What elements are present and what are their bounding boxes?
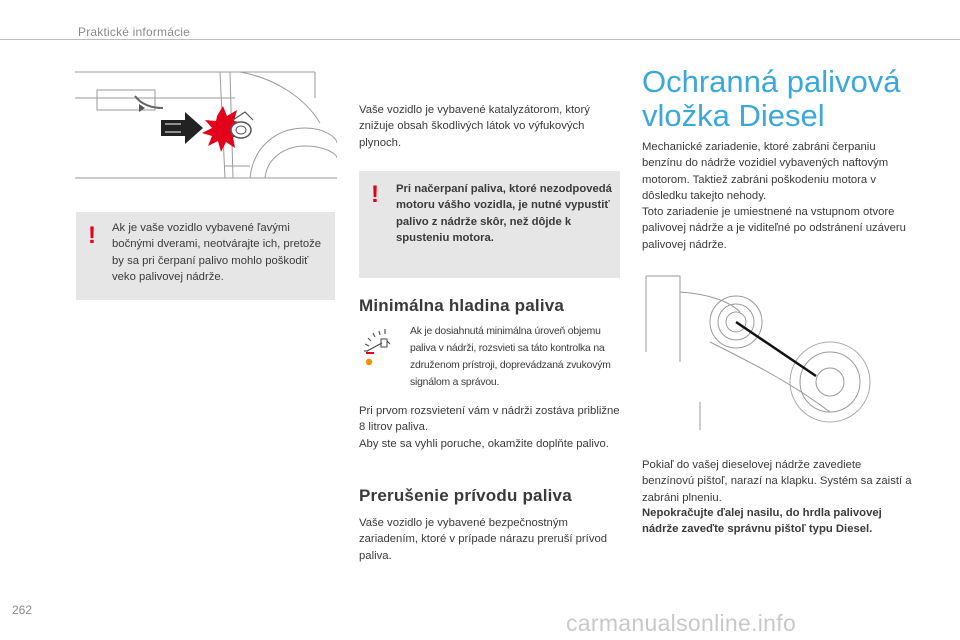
min-fuel-indicator-text: Ak je dosiahnutá minimálna úroveň objemu paliva v nádrži, rozsvieti sa táto kontrolka na združenom prístroji, doprevádzaná zvukovým signálom a správou. (410, 326, 611, 388)
fuel-cutoff-body-text: Vaše vozidlo je vybavené bezpečnostným zariadením, ktoré v prípade nárazu preruší prívod paliva. (359, 517, 608, 562)
warning-exclamation-icon: ! (88, 222, 96, 249)
catalyst-intro-text: Vaše vozidlo je vybavené katalyzátorom, ktorý znižuje obsah škodlivých látok vo výfukových plynoch. (359, 104, 590, 149)
diesel-filler-neck-illustration (640, 272, 896, 432)
middle-warning-box (359, 171, 620, 278)
left-warning-box (76, 212, 335, 300)
min-fuel-body-text: Pri prvom rozsvietení vám v nádrži zostáva približne 8 litrov paliva. Aby ste sa vyhli poruche, okamžite doplňte palivo. (359, 405, 620, 450)
car-fuel-flap-illustration (75, 68, 337, 188)
header-divider (0, 39, 960, 40)
section-title-diesel-insert: Ochranná palivová vložka Diesel (642, 64, 901, 133)
section-title-min-fuel: Minimálna hladina paliva (359, 296, 565, 315)
left-warning-text: Ak je vaše vozidlo vybavené ľavými bočnými dverami, neotvárajte ich, pretože by sa pri čerpaní palivo mohlo poškodiť veko palivovej nádrže. (112, 222, 322, 283)
watermark-text: carmanualsonline.info (566, 610, 797, 636)
diesel-insert-body2-text: Pokiaľ do vašej dieselovej nádrže zavediete benzínovú pištoľ, narazí na klapku. Systém sa zaistí a zabráni plneniu. (642, 459, 912, 504)
warning-exclamation-icon: ! (371, 181, 379, 208)
diesel-insert-bold-instruction: Nepokračujte ďalej nasilu, do hrdla palivovej nádrže zaveďte správnu pištoľ typu Diesel. (642, 507, 882, 536)
diesel-insert-body-text: Mechanické zariadenie, ktoré zabráni čerpaniu benzínu do nádrže vozidiel vybavených naftovým motorom. Taktiež zabráni poškodeniu motora v dôsledku takejto nehody. Toto zariadenie je umiestnené na vstupnom otvore palivovej nádrže a je viditeľné po odstránení uzáveru palivovej nádrže. (642, 141, 906, 251)
page-header-title: Praktické informácie (78, 25, 191, 39)
fuel-gauge-warning-icon (362, 325, 396, 369)
section-title-fuel-cutoff: Prerušenie prívodu paliva (359, 486, 572, 505)
page-number: 262 (12, 603, 33, 617)
middle-warning-text: Pri načerpaní paliva, ktoré nezodpovedá motoru vášho vozidla, je nutné vypustiť palivo z nádrže skôr, než dôjde k spusteniu motora. (396, 183, 612, 244)
